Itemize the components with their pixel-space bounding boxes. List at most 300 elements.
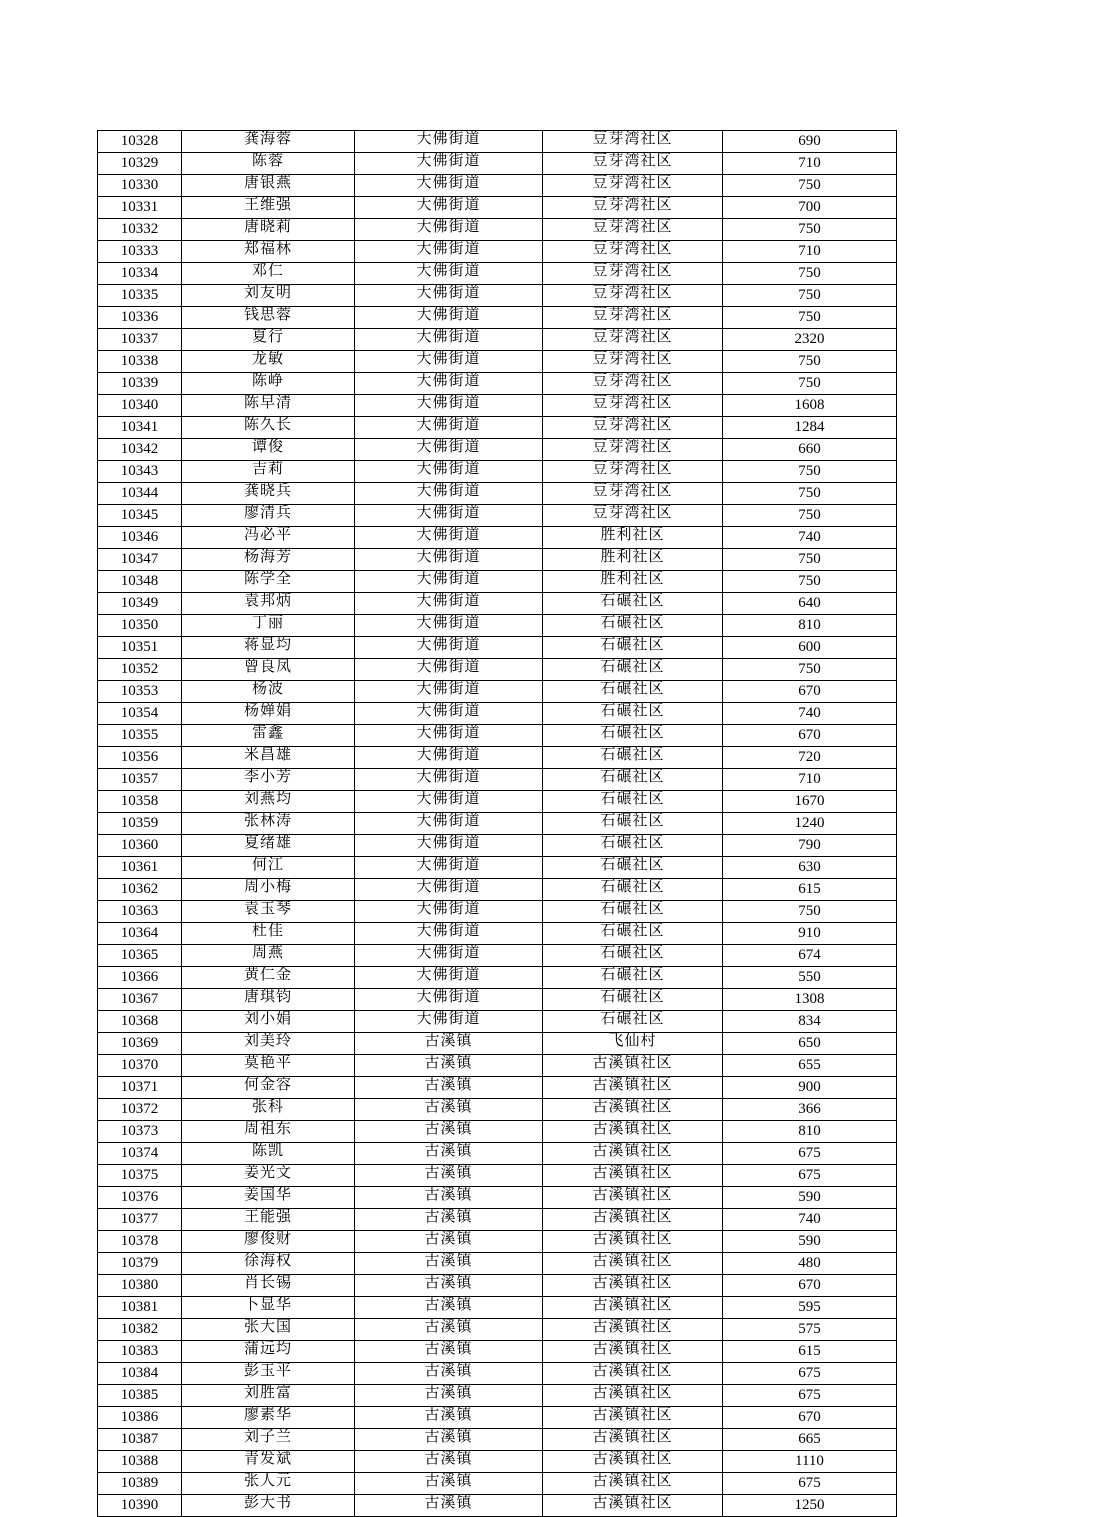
table-row xyxy=(98,637,897,659)
community-cell: 古溪镇社区 xyxy=(543,1165,723,1187)
name-cell: 周燕 xyxy=(182,945,355,967)
street-cell: 大佛街道 xyxy=(355,637,543,659)
street-cell: 大佛街道 xyxy=(355,175,543,197)
amount-cell: 615 xyxy=(723,879,897,901)
amount-cell: 740 xyxy=(723,527,897,549)
amount-cell: 675 xyxy=(723,1385,897,1407)
street-cell: 大佛街道 xyxy=(355,967,543,989)
table-row xyxy=(98,1429,897,1451)
street-cell: 大佛街道 xyxy=(355,417,543,439)
street-cell: 古溪镇 xyxy=(355,1407,543,1429)
table-row xyxy=(98,659,897,681)
amount-cell: 750 xyxy=(723,659,897,681)
id-cell: 10340 xyxy=(98,395,182,417)
table-row xyxy=(98,945,897,967)
street-cell: 大佛街道 xyxy=(355,945,543,967)
amount-cell: 710 xyxy=(723,769,897,791)
table-row xyxy=(98,1011,897,1033)
street-cell: 古溪镇 xyxy=(355,1341,543,1363)
amount-cell: 665 xyxy=(723,1429,897,1451)
table-row xyxy=(98,1407,897,1429)
table-row xyxy=(98,725,897,747)
amount-cell: 750 xyxy=(723,549,897,571)
community-cell: 石碾社区 xyxy=(543,791,723,813)
community-cell: 豆芽湾社区 xyxy=(543,307,723,329)
street-cell: 大佛街道 xyxy=(355,439,543,461)
table-row xyxy=(98,1143,897,1165)
table-row xyxy=(98,1099,897,1121)
amount-cell: 366 xyxy=(723,1099,897,1121)
name-cell: 夏行 xyxy=(182,329,355,351)
id-cell: 10375 xyxy=(98,1165,182,1187)
name-cell: 蒋显均 xyxy=(182,637,355,659)
table-row xyxy=(98,901,897,923)
name-cell: 陈蓉 xyxy=(182,153,355,175)
table-row xyxy=(98,1385,897,1407)
table-row xyxy=(98,681,897,703)
street-cell: 大佛街道 xyxy=(355,747,543,769)
id-cell: 10336 xyxy=(98,307,182,329)
amount-cell: 650 xyxy=(723,1033,897,1055)
table-row xyxy=(98,1297,897,1319)
id-cell: 10372 xyxy=(98,1099,182,1121)
community-cell: 石碾社区 xyxy=(543,747,723,769)
community-cell: 石碾社区 xyxy=(543,1011,723,1033)
table-row xyxy=(98,219,897,241)
community-cell: 石碾社区 xyxy=(543,835,723,857)
amount-cell: 750 xyxy=(723,351,897,373)
community-cell: 豆芽湾社区 xyxy=(543,131,723,153)
amount-cell: 750 xyxy=(723,175,897,197)
table-row xyxy=(98,1055,897,1077)
name-cell: 杨海芳 xyxy=(182,549,355,571)
amount-cell: 690 xyxy=(723,131,897,153)
name-cell: 刘子兰 xyxy=(182,1429,355,1451)
table-row xyxy=(98,879,897,901)
name-cell: 钱思蓉 xyxy=(182,307,355,329)
name-cell: 廖清兵 xyxy=(182,505,355,527)
community-cell: 古溪镇社区 xyxy=(543,1275,723,1297)
street-cell: 古溪镇 xyxy=(355,1473,543,1495)
name-cell: 王维强 xyxy=(182,197,355,219)
community-cell: 豆芽湾社区 xyxy=(543,241,723,263)
amount-cell: 700 xyxy=(723,197,897,219)
name-cell: 何金容 xyxy=(182,1077,355,1099)
name-cell: 丁丽 xyxy=(182,615,355,637)
id-cell: 10378 xyxy=(98,1231,182,1253)
community-cell: 古溪镇社区 xyxy=(543,1319,723,1341)
id-cell: 10360 xyxy=(98,835,182,857)
amount-cell: 670 xyxy=(723,725,897,747)
id-cell: 10369 xyxy=(98,1033,182,1055)
community-cell: 豆芽湾社区 xyxy=(543,483,723,505)
community-cell: 豆芽湾社区 xyxy=(543,505,723,527)
id-cell: 10384 xyxy=(98,1363,182,1385)
table-row xyxy=(98,461,897,483)
table-row xyxy=(98,153,897,175)
id-cell: 10355 xyxy=(98,725,182,747)
id-cell: 10359 xyxy=(98,813,182,835)
table-row xyxy=(98,241,897,263)
name-cell: 陈峥 xyxy=(182,373,355,395)
table-row xyxy=(98,747,897,769)
id-cell: 10377 xyxy=(98,1209,182,1231)
name-cell: 袁玉琴 xyxy=(182,901,355,923)
id-cell: 10362 xyxy=(98,879,182,901)
street-cell: 古溪镇 xyxy=(355,1253,543,1275)
table-row xyxy=(98,131,897,153)
id-cell: 10364 xyxy=(98,923,182,945)
table-row xyxy=(98,417,897,439)
amount-cell: 710 xyxy=(723,153,897,175)
id-cell: 10366 xyxy=(98,967,182,989)
id-cell: 10353 xyxy=(98,681,182,703)
street-cell: 古溪镇 xyxy=(355,1297,543,1319)
street-cell: 古溪镇 xyxy=(355,1033,543,1055)
street-cell: 大佛街道 xyxy=(355,791,543,813)
amount-cell: 480 xyxy=(723,1253,897,1275)
name-cell: 青发斌 xyxy=(182,1451,355,1473)
community-cell: 石碾社区 xyxy=(543,923,723,945)
table-row xyxy=(98,439,897,461)
street-cell: 大佛街道 xyxy=(355,285,543,307)
table-row xyxy=(98,571,897,593)
amount-cell: 590 xyxy=(723,1187,897,1209)
id-cell: 10381 xyxy=(98,1297,182,1319)
community-cell: 石碾社区 xyxy=(543,615,723,637)
amount-cell: 670 xyxy=(723,681,897,703)
community-cell: 豆芽湾社区 xyxy=(543,175,723,197)
table-row xyxy=(98,813,897,835)
community-cell: 古溪镇社区 xyxy=(543,1209,723,1231)
street-cell: 大佛街道 xyxy=(355,197,543,219)
id-cell: 10337 xyxy=(98,329,182,351)
amount-cell: 1308 xyxy=(723,989,897,1011)
name-cell: 姜光文 xyxy=(182,1165,355,1187)
street-cell: 大佛街道 xyxy=(355,263,543,285)
table-row xyxy=(98,175,897,197)
amount-cell: 750 xyxy=(723,483,897,505)
community-cell: 豆芽湾社区 xyxy=(543,373,723,395)
amount-cell: 575 xyxy=(723,1319,897,1341)
table-row xyxy=(98,197,897,219)
id-cell: 10371 xyxy=(98,1077,182,1099)
name-cell: 郑福林 xyxy=(182,241,355,263)
table-row xyxy=(98,1077,897,1099)
id-cell: 10352 xyxy=(98,659,182,681)
community-cell: 豆芽湾社区 xyxy=(543,285,723,307)
community-cell: 石碾社区 xyxy=(543,769,723,791)
name-cell: 刘燕均 xyxy=(182,791,355,813)
community-cell: 豆芽湾社区 xyxy=(543,263,723,285)
table-row xyxy=(98,1363,897,1385)
name-cell: 彭玉平 xyxy=(182,1363,355,1385)
amount-cell: 630 xyxy=(723,857,897,879)
id-cell: 10368 xyxy=(98,1011,182,1033)
table-row xyxy=(98,527,897,549)
street-cell: 古溪镇 xyxy=(355,1055,543,1077)
table-row xyxy=(98,1319,897,1341)
community-cell: 豆芽湾社区 xyxy=(543,197,723,219)
table-row xyxy=(98,1473,897,1495)
street-cell: 大佛街道 xyxy=(355,989,543,1011)
amount-cell: 834 xyxy=(723,1011,897,1033)
street-cell: 大佛街道 xyxy=(355,373,543,395)
street-cell: 大佛街道 xyxy=(355,659,543,681)
name-cell: 何江 xyxy=(182,857,355,879)
amount-cell: 900 xyxy=(723,1077,897,1099)
name-cell: 刘小娟 xyxy=(182,1011,355,1033)
amount-cell: 790 xyxy=(723,835,897,857)
id-cell: 10385 xyxy=(98,1385,182,1407)
table-row xyxy=(98,263,897,285)
name-cell: 龚晓兵 xyxy=(182,483,355,505)
street-cell: 古溪镇 xyxy=(355,1385,543,1407)
street-cell: 大佛街道 xyxy=(355,329,543,351)
street-cell: 古溪镇 xyxy=(355,1121,543,1143)
community-cell: 胜利社区 xyxy=(543,549,723,571)
amount-cell: 750 xyxy=(723,461,897,483)
table-row xyxy=(98,1187,897,1209)
street-cell: 古溪镇 xyxy=(355,1231,543,1253)
community-cell: 豆芽湾社区 xyxy=(543,395,723,417)
id-cell: 10328 xyxy=(98,131,182,153)
name-cell: 蒲远均 xyxy=(182,1341,355,1363)
amount-cell: 750 xyxy=(723,901,897,923)
amount-cell: 2320 xyxy=(723,329,897,351)
name-cell: 徐海权 xyxy=(182,1253,355,1275)
name-cell: 雷鑫 xyxy=(182,725,355,747)
id-cell: 10376 xyxy=(98,1187,182,1209)
amount-cell: 590 xyxy=(723,1231,897,1253)
name-cell: 吉莉 xyxy=(182,461,355,483)
id-cell: 10357 xyxy=(98,769,182,791)
name-cell: 唐银燕 xyxy=(182,175,355,197)
community-cell: 古溪镇社区 xyxy=(543,1385,723,1407)
id-cell: 10345 xyxy=(98,505,182,527)
id-cell: 10339 xyxy=(98,373,182,395)
amount-cell: 1110 xyxy=(723,1451,897,1473)
street-cell: 大佛街道 xyxy=(355,593,543,615)
name-cell: 刘美玲 xyxy=(182,1033,355,1055)
street-cell: 大佛街道 xyxy=(355,549,543,571)
name-cell: 陈久长 xyxy=(182,417,355,439)
street-cell: 大佛街道 xyxy=(355,703,543,725)
table-row xyxy=(98,1495,897,1517)
community-cell: 古溪镇社区 xyxy=(543,1099,723,1121)
name-cell: 陈学全 xyxy=(182,571,355,593)
id-cell: 10367 xyxy=(98,989,182,1011)
amount-cell: 810 xyxy=(723,1121,897,1143)
amount-cell: 675 xyxy=(723,1165,897,1187)
community-cell: 石碾社区 xyxy=(543,681,723,703)
community-cell: 豆芽湾社区 xyxy=(543,219,723,241)
id-cell: 10347 xyxy=(98,549,182,571)
name-cell: 廖俊财 xyxy=(182,1231,355,1253)
community-cell: 胜利社区 xyxy=(543,527,723,549)
name-cell: 周祖东 xyxy=(182,1121,355,1143)
name-cell: 陈早清 xyxy=(182,395,355,417)
amount-cell: 595 xyxy=(723,1297,897,1319)
id-cell: 10342 xyxy=(98,439,182,461)
community-cell: 古溪镇社区 xyxy=(543,1253,723,1275)
id-cell: 10338 xyxy=(98,351,182,373)
community-cell: 古溪镇社区 xyxy=(543,1429,723,1451)
id-cell: 10329 xyxy=(98,153,182,175)
street-cell: 古溪镇 xyxy=(355,1495,543,1517)
table-row xyxy=(98,615,897,637)
name-cell: 王能强 xyxy=(182,1209,355,1231)
community-cell: 飞仙村 xyxy=(543,1033,723,1055)
id-cell: 10358 xyxy=(98,791,182,813)
amount-cell: 1670 xyxy=(723,791,897,813)
community-cell: 石碾社区 xyxy=(543,637,723,659)
data-table xyxy=(97,130,897,1517)
amount-cell: 670 xyxy=(723,1407,897,1429)
name-cell: 夏绪雄 xyxy=(182,835,355,857)
street-cell: 古溪镇 xyxy=(355,1363,543,1385)
id-cell: 10334 xyxy=(98,263,182,285)
street-cell: 大佛街道 xyxy=(355,615,543,637)
name-cell: 唐琪钧 xyxy=(182,989,355,1011)
name-cell: 廖素华 xyxy=(182,1407,355,1429)
amount-cell: 1240 xyxy=(723,813,897,835)
street-cell: 大佛街道 xyxy=(355,835,543,857)
id-cell: 10370 xyxy=(98,1055,182,1077)
street-cell: 大佛街道 xyxy=(355,483,543,505)
street-cell: 大佛街道 xyxy=(355,879,543,901)
community-cell: 古溪镇社区 xyxy=(543,1231,723,1253)
id-cell: 10331 xyxy=(98,197,182,219)
name-cell: 黄仁金 xyxy=(182,967,355,989)
community-cell: 石碾社区 xyxy=(543,879,723,901)
id-cell: 10389 xyxy=(98,1473,182,1495)
table-row xyxy=(98,395,897,417)
community-cell: 古溪镇社区 xyxy=(543,1473,723,1495)
table-row xyxy=(98,923,897,945)
community-cell: 石碾社区 xyxy=(543,967,723,989)
name-cell: 张科 xyxy=(182,1099,355,1121)
street-cell: 大佛街道 xyxy=(355,1011,543,1033)
community-cell: 石碾社区 xyxy=(543,901,723,923)
name-cell: 刘友明 xyxy=(182,285,355,307)
id-cell: 10332 xyxy=(98,219,182,241)
amount-cell: 750 xyxy=(723,505,897,527)
id-cell: 10335 xyxy=(98,285,182,307)
table-row xyxy=(98,835,897,857)
street-cell: 大佛街道 xyxy=(355,725,543,747)
amount-cell: 750 xyxy=(723,373,897,395)
amount-cell: 675 xyxy=(723,1363,897,1385)
community-cell: 豆芽湾社区 xyxy=(543,439,723,461)
table-row xyxy=(98,1033,897,1055)
name-cell: 张大国 xyxy=(182,1319,355,1341)
table-row xyxy=(98,307,897,329)
street-cell: 大佛街道 xyxy=(355,241,543,263)
amount-cell: 910 xyxy=(723,923,897,945)
amount-cell: 1284 xyxy=(723,417,897,439)
street-cell: 大佛街道 xyxy=(355,901,543,923)
name-cell: 杨波 xyxy=(182,681,355,703)
table-row xyxy=(98,1451,897,1473)
name-cell: 莫艳平 xyxy=(182,1055,355,1077)
table-row xyxy=(98,549,897,571)
name-cell: 肖长锡 xyxy=(182,1275,355,1297)
community-cell: 豆芽湾社区 xyxy=(543,153,723,175)
amount-cell: 675 xyxy=(723,1473,897,1495)
id-cell: 10383 xyxy=(98,1341,182,1363)
id-cell: 10387 xyxy=(98,1429,182,1451)
amount-cell: 1608 xyxy=(723,395,897,417)
street-cell: 古溪镇 xyxy=(355,1165,543,1187)
amount-cell: 615 xyxy=(723,1341,897,1363)
table-row xyxy=(98,1275,897,1297)
amount-cell: 1250 xyxy=(723,1495,897,1517)
amount-cell: 720 xyxy=(723,747,897,769)
name-cell: 米昌雄 xyxy=(182,747,355,769)
table-row xyxy=(98,1121,897,1143)
id-cell: 10343 xyxy=(98,461,182,483)
community-cell: 豆芽湾社区 xyxy=(543,351,723,373)
name-cell: 卜显华 xyxy=(182,1297,355,1319)
name-cell: 姜国华 xyxy=(182,1187,355,1209)
id-cell: 10374 xyxy=(98,1143,182,1165)
name-cell: 袁邦炳 xyxy=(182,593,355,615)
street-cell: 大佛街道 xyxy=(355,857,543,879)
name-cell: 彭大书 xyxy=(182,1495,355,1517)
street-cell: 古溪镇 xyxy=(355,1143,543,1165)
amount-cell: 600 xyxy=(723,637,897,659)
name-cell: 刘胜富 xyxy=(182,1385,355,1407)
id-cell: 10333 xyxy=(98,241,182,263)
street-cell: 大佛街道 xyxy=(355,131,543,153)
community-cell: 古溪镇社区 xyxy=(543,1121,723,1143)
community-cell: 石碾社区 xyxy=(543,857,723,879)
street-cell: 大佛街道 xyxy=(355,395,543,417)
amount-cell: 750 xyxy=(723,263,897,285)
community-cell: 古溪镇社区 xyxy=(543,1143,723,1165)
street-cell: 古溪镇 xyxy=(355,1451,543,1473)
street-cell: 古溪镇 xyxy=(355,1099,543,1121)
name-cell: 杨婵娟 xyxy=(182,703,355,725)
community-cell: 古溪镇社区 xyxy=(543,1297,723,1319)
id-cell: 10351 xyxy=(98,637,182,659)
community-cell: 豆芽湾社区 xyxy=(543,417,723,439)
name-cell: 曾良凤 xyxy=(182,659,355,681)
street-cell: 大佛街道 xyxy=(355,923,543,945)
amount-cell: 675 xyxy=(723,1143,897,1165)
community-cell: 古溪镇社区 xyxy=(543,1341,723,1363)
amount-cell: 660 xyxy=(723,439,897,461)
community-cell: 古溪镇社区 xyxy=(543,1055,723,1077)
id-cell: 10346 xyxy=(98,527,182,549)
id-cell: 10354 xyxy=(98,703,182,725)
id-cell: 10341 xyxy=(98,417,182,439)
table-row xyxy=(98,1253,897,1275)
table-row xyxy=(98,505,897,527)
table-row xyxy=(98,373,897,395)
amount-cell: 740 xyxy=(723,1209,897,1231)
table-row xyxy=(98,593,897,615)
street-cell: 古溪镇 xyxy=(355,1275,543,1297)
table-row xyxy=(98,769,897,791)
amount-cell: 550 xyxy=(723,967,897,989)
name-cell: 龚海蓉 xyxy=(182,131,355,153)
community-cell: 石碾社区 xyxy=(543,989,723,1011)
table-row xyxy=(98,1341,897,1363)
table-row xyxy=(98,351,897,373)
table-row xyxy=(98,967,897,989)
